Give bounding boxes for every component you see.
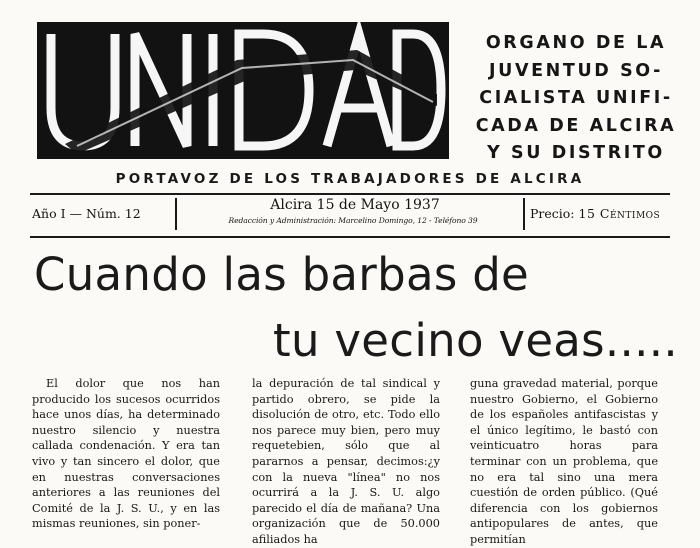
- masthead-logo: [37, 22, 449, 159]
- rule-bottom: [30, 236, 670, 238]
- tagline-line: JUVENTUD SO-: [489, 60, 663, 81]
- tagline-line: Y SU DISTRITO: [487, 143, 665, 163]
- price-value: 15 Céntimos: [578, 206, 661, 221]
- column-text: la depuración de tal sindical y partido obrero, se pide la disolución de otro, etc. Todo ello nos parece muy bien, pero muy requetebien, sólo que al pararnos a pensar, decimos:¿y con la nueva "línea" no nos ocurrirá a la J. S. U. algo parecido el día de mañana? Una organización que de 50.000 afiliados ha: [252, 377, 440, 546]
- dateline: Alcira 15 de Mayo 1937: [270, 197, 440, 213]
- column-text: guna gravedad material, porque nuestro Gobierno, el Gobierno de los españoles antifascistas y el único legítimo, le bastó con veinticuatro horas para terminar con un problema, que no era tal sino una mera cuestión de orden público. (Qué diferencia con los gobiernos antipopulares de antes, que permitían: [470, 377, 658, 546]
- divider: [175, 198, 177, 230]
- divider: [523, 198, 525, 230]
- price-label: Precio:: [530, 206, 575, 221]
- issue-number: Año I — Núm. 12: [32, 206, 141, 221]
- subtitle: PORTAVOZ DE LOS TRABAJADORES DE ALCIRA: [115, 171, 585, 187]
- unidad-logo-graphic: [37, 22, 449, 159]
- address-line: Redacción y Administración: Marcelino Domingo, 12 - Teléfono 39: [228, 216, 478, 225]
- tagline: [462, 30, 690, 168]
- article-column: [32, 376, 220, 532]
- tagline-line: CADA DE ALCIRA: [475, 115, 677, 136]
- column-text: El dolor que nos han producido los sucesos ocurridos hace unos días, ha determinado nuestro silencio y nuestra callada condenación. Y era tan vivo y tan sincero el dolor, que en nuestras conversaciones anteriores a las reuniones del Comité de la J. S. U., y en las mismas reuniones, sin poner-: [32, 377, 220, 531]
- article-column: [470, 376, 658, 548]
- headline-line-2: tu vecino veas.....: [273, 314, 678, 367]
- price: [530, 206, 660, 221]
- headline-line-1: Cuando las barbas de: [34, 248, 530, 301]
- info-bar: [30, 194, 670, 236]
- tagline-line: ORGANO DE LA: [485, 33, 667, 53]
- article-column: [252, 376, 440, 548]
- tagline-line: CIALISTA UNIFI-: [479, 88, 673, 108]
